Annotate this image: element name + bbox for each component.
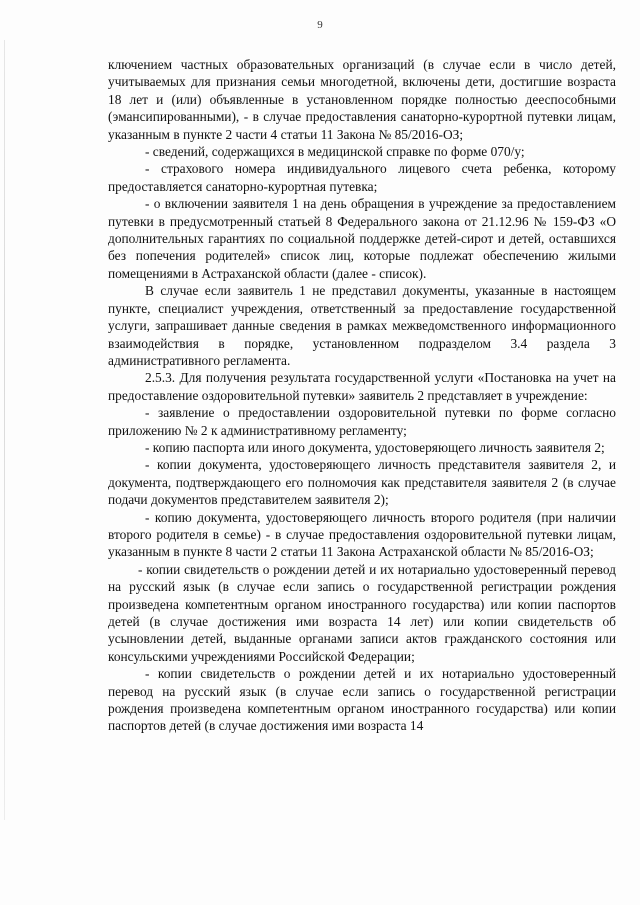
paragraph-section-2-5-3: 2.5.3. Для получения результата государственной услуги «Постановка на учет на предоставление оздоровительной путевки» заявитель 2 представляет в учреждение: — [108, 370, 616, 403]
list-item-insurance-number: - страхового номера индивидуального лицевого счета ребенка, которому предоставляется санаторно-курортная путевка; — [108, 161, 616, 194]
list-item-second-parent-document: - копию документа, удостоверяющего личность второго родителя (при наличии второго родителя в семье) - в случае предоставления оздоровительной путевки лицам, указанным в пункте 8 части 2 статьи 11 Закона Астраханской области № 85/2016-ОЗ; — [108, 509, 616, 560]
scan-edge-shadow — [4, 40, 5, 820]
list-item-birth-certificates-repeat: - копии свидетельств о рождении детей и их нотариально удостоверенный перевод на русский язык (в случае если запись о государственной регистрации рождения произведена компетентным органом иностранного государства) или копии паспортов детей (в случае достижения ими возраста 14 — [108, 666, 616, 734]
page-number: 9 — [317, 19, 323, 31]
list-item-representative-documents: - копии документа, удостоверяющего личность представителя заявителя 2, и документа, подтверждающего его полномочия как представителя заявителя 2 (в случае подачи документов представителем заявителя 2); — [108, 457, 616, 508]
list-item-applicant-list: - о включении заявителя 1 на день обращения в учреждение за предоставлением путевки в предусмотренный статьей 8 Федерального закона от 21.12.96 № 159-ФЗ «О дополнительных гарантиях по социальной поддержке детей-сирот и детей, оставшихся без попечения родителей» список лиц, которые подлежат обеспечению жилыми помещениями в Астраханской области (далее - список). — [108, 196, 616, 281]
document-body — [108, 56, 616, 735]
list-item-application: - заявление о предоставлении оздоровительной путевки по форме согласно приложению № 2 к административному регламенту; — [108, 405, 616, 438]
list-item-birth-certificates: - копии свидетельств о рождении детей и их нотариально удостоверенный перевод на русский язык (в случае если запись о государственной регистрации рождения произведена компетентным органом иностранного государства) или копии паспортов детей (в случае достижения ими возраста 14 лет) или копии свидетельств об усыновлении детей, выданные органами записи актов гражданского состояния или консульскими учреждениями Российской Федерации; — [108, 561, 616, 664]
paragraph-continuation: ключением частных образовательных организаций (в случае если в число детей, учитываемых для признания семьи многодетной, включены дети, достигшие возраста 18 лет и (или) объявленные в установленном порядке полностью дееспособными (эмансипированными), - в случае предоставления санаторно-курортной путевки лицам, указанным в пункте 2 части 4 статьи 11 Закона № 85/2016-ОЗ; — [108, 57, 616, 142]
list-item-passport-copy: - копию паспорта или иного документа, удостоверяющего личность заявителя 2; — [145, 439, 605, 455]
list-item-medical-certificate: - сведений, содержащихся в медицинской справке по форме 070/у; — [145, 144, 525, 160]
paragraph-interagency-request: В случае если заявитель 1 не представил документы, указанные в настоящем пункте, специалист учреждения, ответственный за предоставление государственной услуги, запрашивает данные сведения в рамках межведомственного информационного взаимодействия в порядке, установленном подразделом 3.4 раздела 3 административного регламента. — [108, 283, 616, 368]
